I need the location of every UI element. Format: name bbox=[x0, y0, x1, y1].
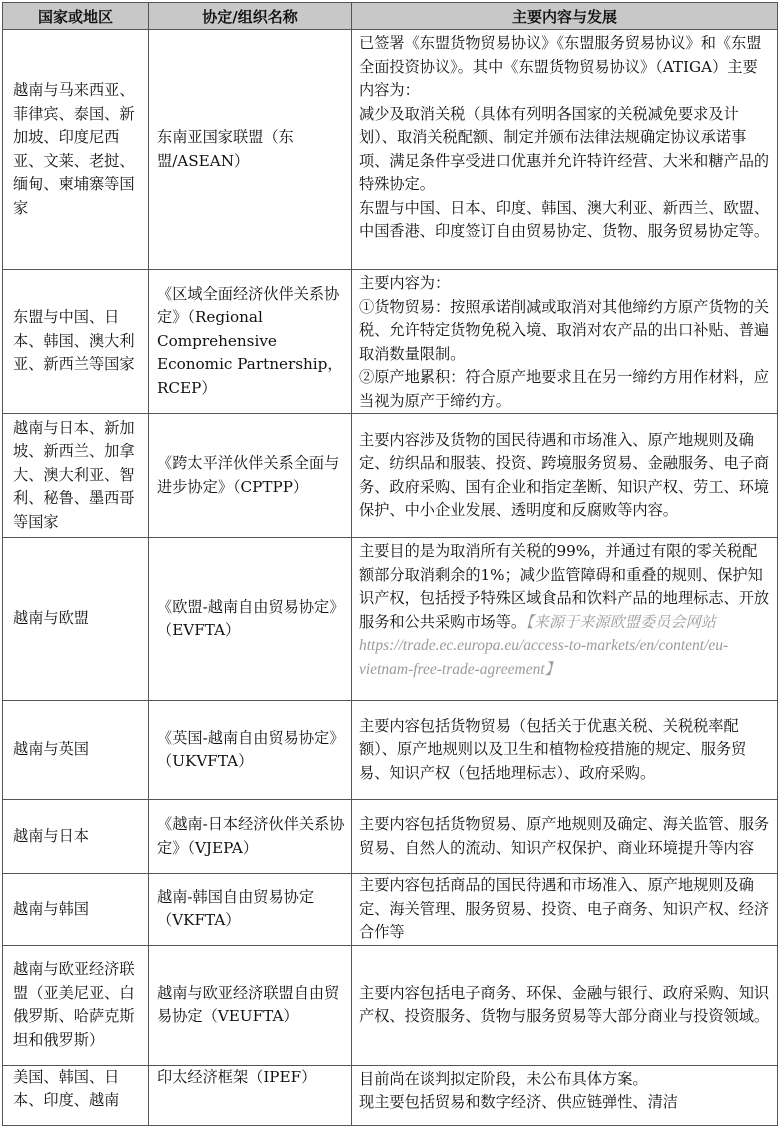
agreement-cell: 《跨太平洋伙伴关系全面与进步协定》（CPTPP） bbox=[149, 414, 352, 538]
content-paragraph: 主要内容包括货物贸易（包括关于优惠关税、关税税率配额）、原产地规则以及卫生和植物检疫措施的规定、服务贸易、知识产权（包括地理标志）、政府采购。 bbox=[359, 716, 747, 782]
content-paragraph: 已签署《东盟货物贸易协议》《东盟服务贸易协议》和《东盟全面投资协议》。其中《东盟货物贸易协议》（ATIGA）主要内容为： bbox=[359, 34, 762, 99]
content-cell bbox=[352, 414, 778, 538]
content-paragraph: ②原产地累积：符合原产地要求且在另一缔约方用作材料，应当视为原产于缔约方。 bbox=[359, 368, 770, 410]
region-cell: 越南与马来西亚、菲律宾、泰国、新加坡、印度尼西亚、文莱、老挝、缅甸、柬埔寨等国家 bbox=[3, 30, 149, 270]
table-row bbox=[3, 701, 778, 800]
agreement-cell: 越南与欧亚经济联盟自由贸易协定（VEUFTA） bbox=[149, 945, 352, 1065]
agreement-cell: 《欧盟-越南自由贸易协定》（EVFTA） bbox=[149, 538, 352, 701]
content-cell bbox=[352, 800, 778, 874]
content-paragraph: 主要内容涉及货物的国民待遇和市场准入、原产地规则及确定、纺织品和服装、投资、跨境服务贸易、金融服务、电子商务、政府采购、国有企业和指定垄断、知识产权、劳工、环境保护、中小企业发展、透明度和反腐败等内容。 bbox=[359, 430, 770, 519]
agreement-cell: 《英国-越南自由贸易协定》（UKVFTA） bbox=[149, 701, 352, 800]
table-row bbox=[3, 270, 778, 414]
header-content: 主要内容与发展 bbox=[352, 3, 778, 30]
region-cell: 东盟与中国、日本、韩国、澳大利亚、新西兰等国家 bbox=[3, 270, 149, 414]
source-url: https://trade.ec.europa.eu/access-to-markets/en/content/eu-vietnam-free-trade-agreement bbox=[359, 637, 729, 678]
table-row bbox=[3, 30, 778, 270]
region-cell: 越南与韩国 bbox=[3, 874, 149, 946]
region-cell: 越南与日本、新加坡、新西兰、加拿大、澳大利亚、智利、秘鲁、墨西哥等国家 bbox=[3, 414, 149, 538]
source-prefix: 【来源于来源欧盟委员会网站 bbox=[526, 612, 716, 631]
table-row bbox=[3, 874, 778, 946]
table-row bbox=[3, 945, 778, 1065]
content-paragraph: 主要内容为： bbox=[359, 274, 451, 292]
content-paragraph: 东盟与中国、日本、印度、韩国、澳大利亚、新西兰、欧盟、中国香港、印度签订自由贸易协定、货物、服务贸易协定等。 bbox=[359, 198, 770, 240]
agreement-cell: 《区域全面经济伙伴关系协定》（Regional Comprehensive Economic Partnership，RCEP） bbox=[149, 270, 352, 414]
region-cell: 越南与欧亚经济联盟（亚美尼亚、白俄罗斯、哈萨克斯坦和俄罗斯） bbox=[3, 945, 149, 1065]
content-cell bbox=[352, 270, 778, 414]
content-cell bbox=[352, 30, 778, 270]
region-cell: 越南与日本 bbox=[3, 800, 149, 874]
content-cell bbox=[352, 874, 778, 946]
agreement-cell: 《越南-日本经济伙伴关系协定》（VJEPA） bbox=[149, 800, 352, 874]
content-paragraph bbox=[359, 540, 770, 681]
region-cell: 越南与英国 bbox=[3, 701, 149, 800]
region-cell: 美国、韩国、日本、印度、越南 bbox=[3, 1065, 149, 1125]
content-cell bbox=[352, 945, 778, 1065]
table-row bbox=[3, 414, 778, 538]
region-cell: 越南与欧盟 bbox=[3, 538, 149, 701]
content-paragraph: 主要内容包括货物贸易、原产地规则及确定、海关监管、服务贸易、自然人的流动、知识产权保护、商业环境提升等内容 bbox=[359, 815, 770, 857]
table-row bbox=[3, 538, 778, 701]
table-row bbox=[3, 800, 778, 874]
content-text: 主要目的是为取消所有关税的99%，并通过有限的零关税配额部分取消剩余的1%；减少监管障碍和重叠的规则、保护知识产权，包括授予特殊区域食品和饮料产品的地理标志、开放服务和公共采购市场等。 bbox=[359, 542, 770, 631]
content-paragraph: 现主要包括贸易和数字经济、供应链弹性、清洁 bbox=[359, 1093, 678, 1111]
header-row bbox=[3, 3, 778, 30]
agreement-cell: 印太经济框架（IPEF） bbox=[149, 1065, 352, 1125]
content-cell bbox=[352, 701, 778, 800]
trade-agreements-table bbox=[2, 2, 778, 1126]
header-agreement: 协定/组织名称 bbox=[149, 3, 352, 30]
content-paragraph: 主要内容包括商品的国民待遇和市场准入、原产地规则及确定、海关管理、服务贸易、投资、电子商务、知识产权、经济合作等 bbox=[359, 876, 770, 941]
content-paragraph: 减少及取消关税（具体有列明各国家的关税减免要求及计划）、取消关税配额、制定并颁布法律法规确定协议承诺事项、满足条件享受进口优惠并允许特许经营、大米和糖产品的特殊协定。 bbox=[359, 104, 770, 193]
content-paragraph: ①货物贸易：按照承诺削减或取消对其他缔约方原产货物的关税、允许特定货物免税入境、取消对农产品的出口补贴、普遍取消数量限制。 bbox=[359, 297, 770, 363]
agreement-cell: 越南-韩国自由贸易协定（VKFTA） bbox=[149, 874, 352, 946]
content-cell bbox=[352, 1065, 778, 1125]
content-paragraph: 目前尚在谈判拟定阶段，未公布具体方案。 bbox=[359, 1069, 648, 1088]
header-region: 国家或地区 bbox=[3, 3, 149, 30]
agreement-cell: 东南亚国家联盟（东盟/ASEAN） bbox=[149, 30, 352, 270]
content-cell bbox=[352, 538, 778, 701]
table-row bbox=[3, 1065, 778, 1125]
content-paragraph: 主要内容包括电子商务、环保、金融与银行、政府采购、知识产权、投资服务、货物与服务贸易等大部分商业与投资领域。 bbox=[359, 983, 770, 1025]
source-close: 】 bbox=[544, 659, 560, 678]
